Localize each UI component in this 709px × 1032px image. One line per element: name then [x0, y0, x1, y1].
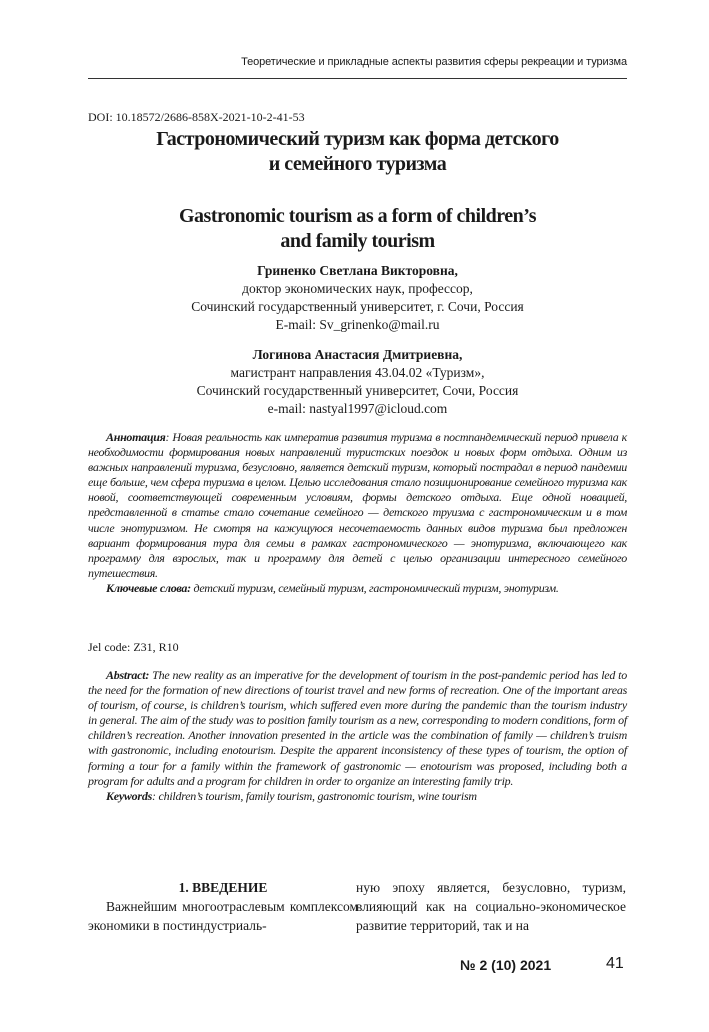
- title-ru: [88, 127, 627, 177]
- header-rule: [88, 78, 627, 79]
- title-en-line-2: and family tourism: [280, 230, 435, 252]
- body-column-right: [356, 878, 626, 935]
- author-2: [88, 346, 627, 418]
- abstract-en-text: The new reality as an imperative for the development of tourism in the post-pandemic period has led to the need for the formation of new directions of tourist travel and new forms of recreation. One of the important areas of tourism, of course, is children’s tourism, which suffered even more during the pandemic than the tourism industry in general. The aim of the study was to position family tourism as a new, corresponding to modern conditions, form of children’s recreation. Another innovation presented in the article was the combination of family — children’s truism with gastronomic, including enotourism. Despite the apparent inconsistency of these types of tourism, the option of forming a tour for a family within the framework of gastronomic — enotourism was proposed, including both a program for adults and a program for children in order to organize an interesting family trip.: [88, 668, 627, 788]
- abstract-ru-text: : Новая реальность как императив развития туризма в постпандемический период привела к необходимости формирования новых направлений туристских поездок и новых форм отдыха. Одним из важных направлений туризма, безусловно, является детский туризм, который пострадал в период пандемии еще больше, чем сфера туризма в целом. Целью исследования стало позиционирование семейного туризма как новой, соответствующей современным условиям, формы детского отдыха. Еще одной новацией, представленной в статье стало сочетание семейного — детского труизма с гастрономическим и в том числе энотуризмом. Не смотря на кажущуюся несочетаемость данных видов туризма был предложен вариант формирования тура для семьи в рамках гастрономического — энотуризма, включающего как программу для взрослых, так и программу для детей с целью организации интересного семейного путешествия.: [88, 430, 627, 580]
- keywords-ru-text: детский туризм, семейный туризм, гастрономический туризм, энотуризм.: [190, 580, 559, 595]
- body-column-left: [88, 878, 358, 935]
- body-left-text: Важнейшим многоотраслевым комплексом экономики в постиндустриаль-: [88, 899, 358, 933]
- issue-number: № 2 (10) 2021: [460, 957, 552, 973]
- keywords-en-text: : children’s tourism, family tourism, gastronomic tourism, wine tourism: [152, 788, 477, 803]
- keywords-ru: [88, 581, 627, 596]
- body-right-text: ную эпоху является, безусловно, туризм, влияющий как на социально-экономическое развитие территорий, так и на: [356, 880, 626, 933]
- page-number: 41: [606, 955, 624, 972]
- abstract-en-label: Abstract:: [106, 668, 150, 682]
- author-2-email: e-mail: nastyal1997@icloud.com: [267, 401, 448, 416]
- jel-code: Jel code: Z31, R10: [88, 640, 179, 654]
- author-1-position: доктор экономических наук, профессор,: [242, 281, 473, 296]
- abstract-en-body: [88, 668, 627, 789]
- author-1-email: E-mail: Sv_grinenko@mail.ru: [275, 317, 440, 332]
- author-2-name: Логинова Анастасия Дмитриевна,: [252, 347, 463, 362]
- keywords-ru-label: Ключевые слова:: [106, 580, 191, 595]
- author-1-name: Гриненко Светлана Викторовна,: [257, 263, 458, 278]
- abstract-ru-label: Аннотация: [106, 430, 166, 444]
- abstract-en: [88, 668, 627, 804]
- running-header: Теоретические и прикладные аспекты развития сферы рекреации и туризма: [241, 56, 627, 68]
- title-en-line-1: Gastronomic tourism as a form of children’s: [179, 205, 536, 227]
- title-en: [88, 204, 627, 254]
- doi: DOI: 10.18572/2686-858X-2021-10-2-41-53: [88, 110, 305, 124]
- keywords-en-label: Keywords: [106, 788, 152, 803]
- author-2-position: магистрант направления 43.04.02 «Туризм»,: [230, 365, 485, 380]
- title-ru-line-2: и семейного туризма: [268, 153, 447, 175]
- keywords-en: [88, 789, 627, 804]
- author-1: [88, 262, 627, 334]
- title-ru-line-1: Гастрономический туризм как форма детского: [156, 128, 559, 150]
- section-heading: 1. ВВЕДЕНИЕ: [178, 880, 268, 895]
- author-2-affiliation: Сочинский государственный университет, Сочи, Россия: [196, 383, 519, 398]
- abstract-ru-body: [88, 430, 627, 581]
- abstract-ru: [88, 430, 627, 596]
- author-1-affiliation: Сочинский государственный университет, г. Сочи, Россия: [191, 299, 524, 314]
